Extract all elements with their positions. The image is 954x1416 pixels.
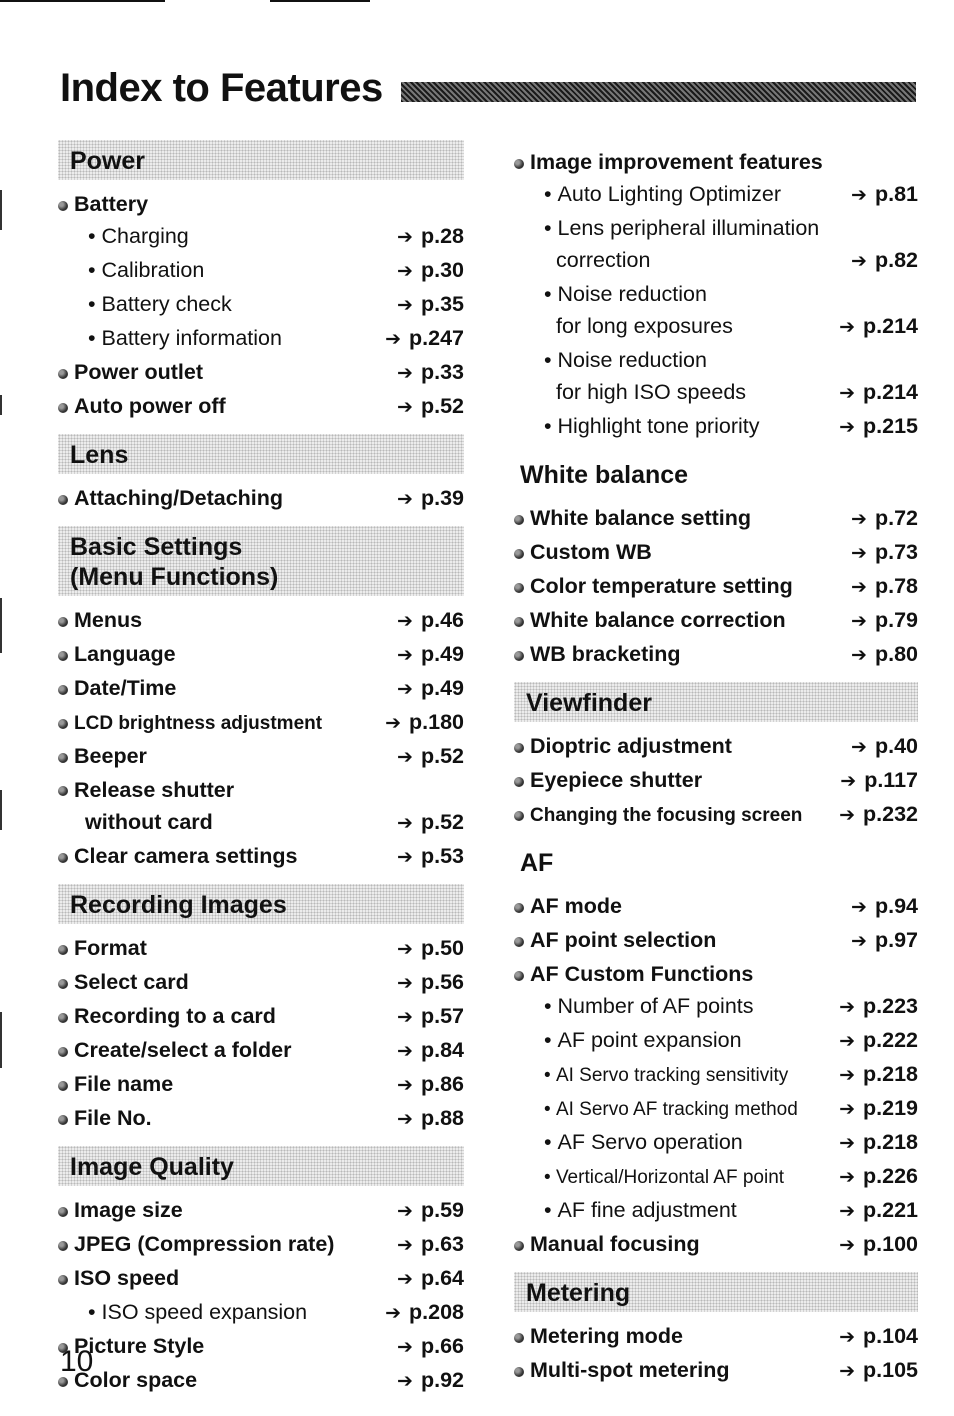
section-metering	[514, 1272, 918, 1388]
arrow-right-icon: ➔	[397, 813, 413, 834]
arrow-right-icon: ➔	[851, 543, 867, 564]
page-ref: p.35	[420, 292, 464, 316]
arrow-right-icon: ➔	[851, 251, 867, 272]
section-heading: Image Quality	[58, 1146, 464, 1186]
index-subentry: • Auto Lighting Optimizer ➔ p.81	[514, 178, 918, 212]
arrow-right-icon: ➔	[839, 1167, 856, 1188]
page-ref: p.49	[420, 642, 464, 666]
round-bullet-icon	[58, 1275, 68, 1285]
page-ref: p.247	[409, 326, 464, 350]
index-entry: Language ➔ p.49	[58, 638, 464, 672]
edge-mark	[0, 1012, 2, 1068]
page-ref: p.215	[863, 414, 918, 438]
round-bullet-icon	[514, 811, 524, 821]
index-entry: Multi-spot metering ➔ p.105	[514, 1354, 918, 1388]
index-entry: AF point selection ➔ p.97	[514, 924, 918, 958]
arrow-right-icon: ➔	[840, 771, 857, 792]
page-ref: p.226	[863, 1164, 918, 1188]
section-heading: Recording Images	[58, 884, 464, 924]
section-heading	[58, 526, 464, 596]
index-subentry: • Lens peripheral illumination correction ➔ p.82	[514, 212, 918, 278]
page-ref: p.73	[874, 540, 918, 564]
page-ref: p.64	[420, 1266, 464, 1290]
arrow-right-icon: ➔	[851, 509, 867, 530]
section-white-balance	[514, 454, 918, 672]
index-subentry: • AF Servo operation ➔ p.218	[514, 1126, 918, 1160]
title-row	[60, 62, 916, 114]
arrow-right-icon: ➔	[839, 1031, 856, 1052]
arrow-right-icon: ➔	[397, 1075, 413, 1096]
index-subentry: • Vertical/Horizontal AF point ➔ p.226	[514, 1160, 918, 1194]
left-column	[58, 140, 464, 1408]
round-bullet-icon	[58, 853, 68, 863]
arrow-right-icon: ➔	[397, 489, 413, 510]
arrow-right-icon: ➔	[839, 383, 856, 404]
arrow-right-icon: ➔	[851, 645, 867, 666]
arrow-right-icon: ➔	[851, 931, 867, 952]
section-heading-line2: (Menu Functions)	[70, 563, 279, 591]
round-bullet-icon	[58, 1013, 68, 1023]
section-image-quality	[58, 1146, 464, 1398]
page-ref: p.214	[863, 314, 918, 338]
section-heading: AF	[520, 849, 554, 877]
page-ref: p.82	[874, 248, 918, 272]
page-ref: p.72	[874, 506, 918, 530]
round-bullet-icon	[58, 753, 68, 763]
section-af	[514, 842, 918, 1262]
index-entry: Format ➔ p.50	[58, 932, 464, 966]
arrow-right-icon: ➔	[385, 713, 402, 734]
arrow-right-icon: ➔	[397, 227, 413, 248]
page-ref: p.52	[420, 744, 464, 768]
arrow-right-icon: ➔	[839, 1327, 856, 1348]
section-image-improvement	[514, 146, 918, 444]
section-heading: Lens	[58, 434, 464, 474]
section-heading: Power	[58, 140, 464, 180]
top-rule-left	[0, 0, 165, 2]
round-bullet-icon	[514, 937, 524, 947]
index-subentry: • AI Servo tracking sensitivity ➔ p.218	[514, 1058, 918, 1092]
page-ref: p.208	[409, 1300, 464, 1324]
round-bullet-icon	[58, 719, 68, 729]
round-bullet-icon	[58, 369, 68, 379]
round-bullet-icon	[514, 903, 524, 913]
index-entry: WB bracketing ➔ p.80	[514, 638, 918, 672]
page-ref: p.52	[420, 394, 464, 418]
round-bullet-icon	[514, 1333, 524, 1343]
page-ref: p.81	[874, 182, 918, 206]
page-ref: p.66	[420, 1334, 464, 1358]
edge-mark	[0, 190, 2, 230]
page-ref: p.39	[420, 486, 464, 510]
arrow-right-icon: ➔	[851, 611, 867, 632]
index-entry: Eyepiece shutter ➔ p.117	[514, 764, 918, 798]
index-entry: Image size ➔ p.59	[58, 1194, 464, 1228]
page-ref: p.214	[863, 380, 918, 404]
round-bullet-icon	[58, 979, 68, 989]
page-ref: p.92	[420, 1368, 464, 1392]
arrow-right-icon: ➔	[851, 185, 867, 206]
page-title: Index to Features	[60, 65, 383, 110]
arrow-right-icon: ➔	[851, 577, 867, 598]
index-entry: Select card ➔ p.56	[58, 966, 464, 1000]
arrow-right-icon: ➔	[397, 847, 413, 868]
section-heading: Metering	[514, 1272, 918, 1312]
arrow-right-icon: ➔	[397, 679, 413, 700]
index-entry: Color space ➔ p.92	[58, 1364, 464, 1398]
index-entry: Image improvement features	[514, 146, 918, 178]
page-ref: p.79	[874, 608, 918, 632]
round-bullet-icon	[514, 1367, 524, 1377]
index-entry: Attaching/Detaching ➔ p.39	[58, 482, 464, 516]
index-entry: Auto power off ➔ p.52	[58, 390, 464, 424]
right-column	[514, 146, 918, 1398]
index-subentry: • Battery check ➔ p.35	[58, 288, 464, 322]
page-ref: p.105	[863, 1358, 918, 1382]
page-ref: p.40	[874, 734, 918, 758]
index-entry: Metering mode ➔ p.104	[514, 1320, 918, 1354]
page-ref: p.100	[863, 1232, 918, 1256]
page-ref: p.63	[420, 1232, 464, 1256]
page-ref: p.117	[864, 768, 918, 792]
round-bullet-icon	[58, 1047, 68, 1057]
index-entry: Changing the focusing screen ➔ p.232	[514, 798, 918, 832]
page-ref: p.33	[420, 360, 464, 384]
arrow-right-icon: ➔	[839, 1133, 856, 1154]
round-bullet-icon	[58, 685, 68, 695]
round-bullet-icon	[58, 1115, 68, 1125]
round-bullet-icon	[514, 743, 524, 753]
arrow-right-icon: ➔	[397, 1269, 413, 1290]
arrow-right-icon: ➔	[397, 295, 413, 316]
index-subentry: • Calibration ➔ p.30	[58, 254, 464, 288]
page-ref: p.180	[409, 710, 464, 734]
index-entry: Picture Style ➔ p.66	[58, 1330, 464, 1364]
arrow-right-icon: ➔	[397, 1007, 413, 1028]
arrow-right-icon: ➔	[851, 897, 867, 918]
index-subentry: • Number of AF points ➔ p.223	[514, 990, 918, 1024]
top-rule-right	[270, 0, 370, 2]
index-entry: Date/Time ➔ p.49	[58, 672, 464, 706]
page-ref: p.219	[863, 1096, 918, 1120]
arrow-right-icon: ➔	[397, 1371, 413, 1392]
page-ref: p.52	[420, 810, 464, 834]
arrow-right-icon: ➔	[397, 939, 413, 960]
page-ref: p.232	[863, 802, 918, 826]
index-entry: White balance correction ➔ p.79	[514, 604, 918, 638]
page-ref: p.97	[874, 928, 918, 952]
round-bullet-icon	[58, 201, 68, 211]
round-bullet-icon	[514, 549, 524, 559]
page-ref: p.221	[863, 1198, 918, 1222]
arrow-right-icon: ➔	[397, 1109, 413, 1130]
arrow-right-icon: ➔	[397, 1041, 413, 1062]
index-entry: White balance setting ➔ p.72	[514, 502, 918, 536]
round-bullet-icon	[514, 159, 524, 169]
index-subentry: • AI Servo AF tracking method ➔ p.219	[514, 1092, 918, 1126]
arrow-right-icon: ➔	[839, 1235, 856, 1256]
page-ref: p.57	[420, 1004, 464, 1028]
page-ref: p.94	[874, 894, 918, 918]
index-entry: File No. ➔ p.88	[58, 1102, 464, 1136]
index-entry: Recording to a card ➔ p.57	[58, 1000, 464, 1034]
section-recording-images	[58, 884, 464, 1136]
round-bullet-icon	[514, 583, 524, 593]
index-entry: Color temperature setting ➔ p.78	[514, 570, 918, 604]
index-entry: Custom WB ➔ p.73	[514, 536, 918, 570]
round-bullet-icon	[514, 651, 524, 661]
arrow-right-icon: ➔	[397, 397, 413, 418]
index-entry: LCD brightness adjustment ➔ p.180	[58, 706, 464, 740]
edge-mark	[0, 598, 2, 653]
index-entry: Release shutter without card ➔ p.52	[58, 774, 464, 840]
index-entry: Power outlet ➔ p.33	[58, 356, 464, 390]
arrow-right-icon: ➔	[839, 805, 856, 826]
arrow-right-icon: ➔	[397, 973, 413, 994]
arrow-right-icon: ➔	[839, 1065, 856, 1086]
section-heading: White balance	[520, 461, 689, 489]
page-ref: p.56	[420, 970, 464, 994]
section-viewfinder	[514, 682, 918, 832]
section-power	[58, 140, 464, 424]
page-ref: p.28	[420, 224, 464, 248]
page-ref: p.86	[420, 1072, 464, 1096]
edge-mark	[0, 790, 2, 830]
page-ref: p.218	[863, 1130, 918, 1154]
index-entry: File name ➔ p.86	[58, 1068, 464, 1102]
title-decor-bar	[401, 82, 916, 102]
round-bullet-icon	[58, 651, 68, 661]
round-bullet-icon	[58, 495, 68, 505]
round-bullet-icon	[58, 403, 68, 413]
section-basic-settings	[58, 526, 464, 874]
page-ref: p.59	[420, 1198, 464, 1222]
index-subentry: • AF point expansion ➔ p.222	[514, 1024, 918, 1058]
section-lens	[58, 434, 464, 516]
arrow-right-icon: ➔	[397, 363, 413, 384]
index-subentry: • Highlight tone priority ➔ p.215	[514, 410, 918, 444]
page-ref: p.88	[420, 1106, 464, 1130]
index-entry: Clear camera settings ➔ p.53	[58, 840, 464, 874]
arrow-right-icon: ➔	[839, 997, 856, 1018]
index-entry: AF mode ➔ p.94	[514, 890, 918, 924]
page-ref: p.222	[863, 1028, 918, 1052]
arrow-right-icon: ➔	[397, 261, 413, 282]
page-number: 10	[60, 1345, 94, 1378]
index-entry: AF Custom Functions	[514, 958, 918, 990]
index-subentry: • Battery information ➔ p.247	[58, 322, 464, 356]
round-bullet-icon	[514, 777, 524, 787]
round-bullet-icon	[514, 1241, 524, 1251]
round-bullet-icon	[58, 1081, 68, 1091]
page-ref: p.78	[874, 574, 918, 598]
index-entry: Beeper ➔ p.52	[58, 740, 464, 774]
index-entry: Battery	[58, 188, 464, 220]
arrow-right-icon: ➔	[385, 329, 402, 350]
index-entry: Create/select a folder ➔ p.84	[58, 1034, 464, 1068]
page-ref: p.53	[420, 844, 464, 868]
index-entry: Manual focusing ➔ p.100	[514, 1228, 918, 1262]
index-entry: JPEG (Compression rate) ➔ p.63	[58, 1228, 464, 1262]
arrow-right-icon: ➔	[397, 645, 413, 666]
index-entry: Menus ➔ p.46	[58, 604, 464, 638]
arrow-right-icon: ➔	[839, 1201, 856, 1222]
round-bullet-icon	[514, 971, 524, 981]
round-bullet-icon	[58, 617, 68, 627]
section-heading-line1: Basic Settings	[70, 533, 243, 561]
page-ref: p.49	[420, 676, 464, 700]
arrow-right-icon: ➔	[839, 417, 856, 438]
page-ref: p.46	[420, 608, 464, 632]
arrow-right-icon: ➔	[397, 1201, 413, 1222]
page-ref: p.80	[874, 642, 918, 666]
arrow-right-icon: ➔	[397, 1235, 413, 1256]
index-entry: Dioptric adjustment ➔ p.40	[514, 730, 918, 764]
section-heading: Viewfinder	[514, 682, 918, 722]
round-bullet-icon	[514, 515, 524, 525]
arrow-right-icon: ➔	[851, 737, 867, 758]
arrow-right-icon: ➔	[397, 1337, 413, 1358]
page-ref: p.30	[420, 258, 464, 282]
index-subentry: • Charging ➔ p.28	[58, 220, 464, 254]
arrow-right-icon: ➔	[397, 611, 413, 632]
arrow-right-icon: ➔	[839, 1361, 856, 1382]
page-ref: p.218	[863, 1062, 918, 1086]
page-ref: p.104	[863, 1324, 918, 1348]
round-bullet-icon	[58, 945, 68, 955]
page-ref: p.84	[420, 1038, 464, 1062]
round-bullet-icon	[514, 617, 524, 627]
round-bullet-icon	[58, 1241, 68, 1251]
index-subentry: • Noise reduction for high ISO speeds ➔ p.214	[514, 344, 918, 410]
arrow-right-icon: ➔	[385, 1303, 402, 1324]
index-subentry: • Noise reduction for long exposures ➔ p.214	[514, 278, 918, 344]
arrow-right-icon: ➔	[839, 317, 856, 338]
page-ref: p.50	[420, 936, 464, 960]
index-subentry: • ISO speed expansion ➔ p.208	[58, 1296, 464, 1330]
round-bullet-icon	[58, 1207, 68, 1217]
index-entry: ISO speed ➔ p.64	[58, 1262, 464, 1296]
arrow-right-icon: ➔	[397, 747, 413, 768]
page-ref: p.223	[863, 994, 918, 1018]
arrow-right-icon: ➔	[839, 1099, 856, 1120]
edge-mark	[0, 395, 2, 415]
index-subentry: • AF fine adjustment ➔ p.221	[514, 1194, 918, 1228]
round-bullet-icon	[58, 786, 68, 796]
